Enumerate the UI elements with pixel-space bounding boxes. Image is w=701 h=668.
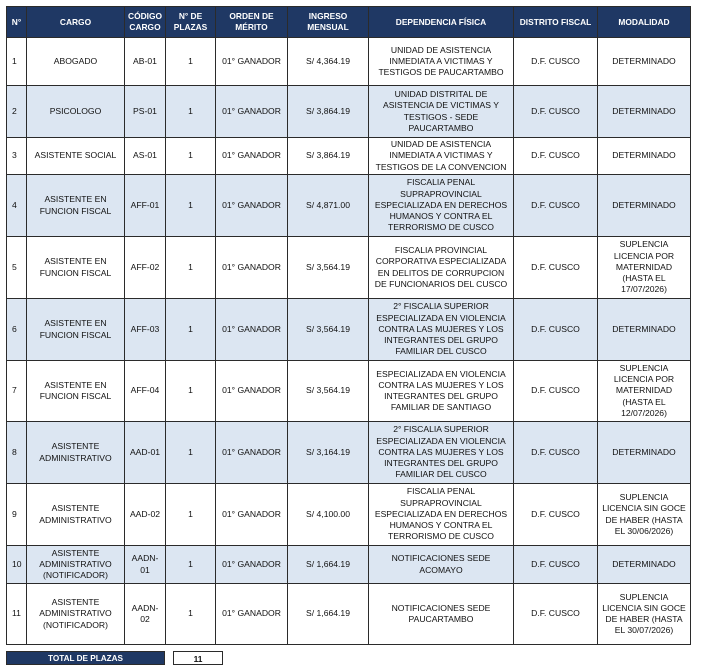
cell-distrito: D.F. CUSCO bbox=[514, 546, 598, 584]
cell-plazas: 1 bbox=[166, 361, 216, 422]
cell-modalidad: DETERMINADO bbox=[598, 175, 691, 237]
table-row bbox=[7, 138, 691, 175]
cell-plazas: 1 bbox=[166, 38, 216, 86]
cell-ingreso: S/ 4,871.00 bbox=[288, 175, 369, 237]
cell-num: 4 bbox=[7, 175, 27, 237]
cell-codigo: AADN-01 bbox=[125, 546, 166, 584]
cell-codigo: AADN-02 bbox=[125, 584, 166, 645]
cell-orden: 01° GANADOR bbox=[216, 138, 288, 175]
cell-dependencia: FISCALIA PENAL SUPRAPROVINCIAL ESPECIALIZADA EN DERECHOS HUMANOS Y CONTRA EL TERRORISMO DE CUSCO bbox=[369, 175, 514, 237]
cell-cargo: ASISTENTE EN FUNCION FISCAL bbox=[27, 175, 125, 237]
header-ingreso: INGRESO MENSUAL bbox=[288, 7, 369, 38]
table-row bbox=[7, 422, 691, 484]
header-row bbox=[7, 7, 691, 38]
cell-dependencia: UNIDAD DE ASISTENCIA INMEDIATA A VICTIMAS Y TESTIGOS DE PAUCARTAMBO bbox=[369, 38, 514, 86]
cell-cargo: ASISTENTE SOCIAL bbox=[27, 138, 125, 175]
cell-distrito: D.F. CUSCO bbox=[514, 86, 598, 138]
cell-cargo: ASISTENTE EN FUNCION FISCAL bbox=[27, 299, 125, 361]
cell-distrito: D.F. CUSCO bbox=[514, 237, 598, 299]
cell-modalidad: DETERMINADO bbox=[598, 138, 691, 175]
cell-ingreso: S/ 4,100.00 bbox=[288, 484, 369, 546]
cell-ingreso: S/ 3,864.19 bbox=[288, 138, 369, 175]
cell-ingreso: S/ 1,664.19 bbox=[288, 546, 369, 584]
cell-plazas: 1 bbox=[166, 584, 216, 645]
table-row bbox=[7, 546, 691, 584]
cell-num: 3 bbox=[7, 138, 27, 175]
cell-distrito: D.F. CUSCO bbox=[514, 484, 598, 546]
cell-cargo: ABOGADO bbox=[27, 38, 125, 86]
cell-plazas: 1 bbox=[166, 175, 216, 237]
cell-codigo: AFF-03 bbox=[125, 299, 166, 361]
cell-ingreso: S/ 3,564.19 bbox=[288, 299, 369, 361]
cell-cargo: ASISTENTE ADMINISTRATIVO bbox=[27, 484, 125, 546]
table-row bbox=[7, 86, 691, 138]
cell-num: 11 bbox=[7, 584, 27, 645]
cell-cargo: ASISTENTE EN FUNCION FISCAL bbox=[27, 237, 125, 299]
table-row bbox=[7, 237, 691, 299]
cell-codigo: PS-01 bbox=[125, 86, 166, 138]
cell-num: 8 bbox=[7, 422, 27, 484]
cell-plazas: 1 bbox=[166, 422, 216, 484]
table-row bbox=[7, 484, 691, 546]
cell-plazas: 1 bbox=[166, 138, 216, 175]
table-row bbox=[7, 299, 691, 361]
cell-num: 9 bbox=[7, 484, 27, 546]
table-row bbox=[7, 361, 691, 422]
cell-dependencia: ESPECIALIZADA EN VIOLENCIA CONTRA LAS MUJERES Y LOS INTEGRANTES DEL GRUPO FAMILIAR DE SANTIAGO bbox=[369, 361, 514, 422]
header-cargo: CARGO bbox=[27, 7, 125, 38]
cell-ingreso: S/ 3,164.19 bbox=[288, 422, 369, 484]
cell-orden: 01° GANADOR bbox=[216, 584, 288, 645]
cell-codigo: AAD-02 bbox=[125, 484, 166, 546]
header-codigo: CÓDIGO CARGO bbox=[125, 7, 166, 38]
header-modalidad: MODALIDAD bbox=[598, 7, 691, 38]
cell-codigo: AFF-01 bbox=[125, 175, 166, 237]
header-plazas: N° DE PLAZAS bbox=[166, 7, 216, 38]
cell-cargo: PSICOLOGO bbox=[27, 86, 125, 138]
cell-modalidad: DETERMINADO bbox=[598, 299, 691, 361]
cell-orden: 01° GANADOR bbox=[216, 86, 288, 138]
cell-num: 2 bbox=[7, 86, 27, 138]
cell-orden: 01° GANADOR bbox=[216, 484, 288, 546]
cell-plazas: 1 bbox=[166, 546, 216, 584]
cell-modalidad: DETERMINADO bbox=[598, 546, 691, 584]
cell-ingreso: S/ 4,364.19 bbox=[288, 38, 369, 86]
total-label: TOTAL DE PLAZAS bbox=[6, 651, 165, 665]
cell-num: 7 bbox=[7, 361, 27, 422]
header-distrito: DISTRITO FISCAL bbox=[514, 7, 598, 38]
table-row bbox=[7, 175, 691, 237]
cell-dependencia: NOTIFICACIONES SEDE PAUCARTAMBO bbox=[369, 584, 514, 645]
cell-distrito: D.F. CUSCO bbox=[514, 38, 598, 86]
cell-num: 1 bbox=[7, 38, 27, 86]
cell-dependencia: UNIDAD DISTRITAL DE ASISTENCIA DE VICTIMAS Y TESTIGOS - SEDE PAUCARTAMBO bbox=[369, 86, 514, 138]
cell-orden: 01° GANADOR bbox=[216, 299, 288, 361]
cell-orden: 01° GANADOR bbox=[216, 237, 288, 299]
cell-plazas: 1 bbox=[166, 484, 216, 546]
cell-distrito: D.F. CUSCO bbox=[514, 299, 598, 361]
cell-cargo: ASISTENTE EN FUNCION FISCAL bbox=[27, 361, 125, 422]
cell-dependencia: 2° FISCALIA SUPERIOR ESPECIALIZADA EN VIOLENCIA CONTRA LAS MUJERES Y LOS INTEGRANTES DEL GRUPO FAMILIAR DEL CUSCO bbox=[369, 422, 514, 484]
cell-dependencia: FISCALIA PROVINCIAL CORPORATIVA ESPECIALIZADA EN DELITOS DE CORRUPCION DE FUNCIONARIOS DEL CUSCO bbox=[369, 237, 514, 299]
cell-ingreso: S/ 3,864.19 bbox=[288, 86, 369, 138]
cell-modalidad: DETERMINADO bbox=[598, 86, 691, 138]
cell-orden: 01° GANADOR bbox=[216, 546, 288, 584]
cell-orden: 01° GANADOR bbox=[216, 38, 288, 86]
cell-distrito: D.F. CUSCO bbox=[514, 584, 598, 645]
table-row bbox=[7, 584, 691, 645]
cell-orden: 01° GANADOR bbox=[216, 175, 288, 237]
cell-modalidad: SUPLENCIA LICENCIA SIN GOCE DE HABER (HASTA EL 30/06/2026) bbox=[598, 484, 691, 546]
cell-distrito: D.F. CUSCO bbox=[514, 175, 598, 237]
cell-modalidad: SUPLENCIA LICENCIA POR MATERNIDAD (HASTA EL 17/07/2026) bbox=[598, 237, 691, 299]
cell-orden: 01° GANADOR bbox=[216, 361, 288, 422]
cell-ingreso: S/ 1,664.19 bbox=[288, 584, 369, 645]
cell-cargo: ASISTENTE ADMINISTRATIVO (NOTIFICADOR) bbox=[27, 546, 125, 584]
cell-num: 5 bbox=[7, 237, 27, 299]
cell-orden: 01° GANADOR bbox=[216, 422, 288, 484]
cell-codigo: AB-01 bbox=[125, 38, 166, 86]
cell-codigo: AFF-04 bbox=[125, 361, 166, 422]
cell-dependencia: FISCALIA PENAL SUPRAPROVINCIAL ESPECIALIZADA EN DERECHOS HUMANOS Y CONTRA EL TERRORISMO DE CUSCO bbox=[369, 484, 514, 546]
cell-modalidad: SUPLENCIA LICENCIA SIN GOCE DE HABER (HASTA EL 30/07/2026) bbox=[598, 584, 691, 645]
total-row bbox=[6, 651, 223, 665]
cell-codigo: AS-01 bbox=[125, 138, 166, 175]
total-spacer bbox=[165, 651, 173, 665]
cell-modalidad: DETERMINADO bbox=[598, 422, 691, 484]
total-value: 11 bbox=[173, 651, 223, 665]
cell-plazas: 1 bbox=[166, 237, 216, 299]
cell-dependencia: UNIDAD DE ASISTENCIA INMEDIATA A VICTIMAS Y TESTIGOS DE LA CONVENCION bbox=[369, 138, 514, 175]
cell-ingreso: S/ 3,564.19 bbox=[288, 361, 369, 422]
cell-modalidad: SUPLENCIA LICENCIA POR MATERNIDAD (HASTA EL 12/07/2026) bbox=[598, 361, 691, 422]
cell-distrito: D.F. CUSCO bbox=[514, 138, 598, 175]
header-orden: ORDEN DE MÉRITO bbox=[216, 7, 288, 38]
cell-ingreso: S/ 3,564.19 bbox=[288, 237, 369, 299]
cell-plazas: 1 bbox=[166, 86, 216, 138]
cell-cargo: ASISTENTE ADMINISTRATIVO (NOTIFICADOR) bbox=[27, 584, 125, 645]
cell-codigo: AFF-02 bbox=[125, 237, 166, 299]
plazas-table bbox=[6, 6, 691, 645]
cell-num: 10 bbox=[7, 546, 27, 584]
cell-distrito: D.F. CUSCO bbox=[514, 361, 598, 422]
cell-dependencia: 2° FISCALIA SUPERIOR ESPECIALIZADA EN VIOLENCIA CONTRA LAS MUJERES Y LOS INTEGRANTES DEL GRUPO FAMILIAR DEL CUSCO bbox=[369, 299, 514, 361]
cell-distrito: D.F. CUSCO bbox=[514, 422, 598, 484]
header-dependencia: DEPENDENCIA FÍSICA bbox=[369, 7, 514, 38]
cell-dependencia: NOTIFICACIONES SEDE ACOMAYO bbox=[369, 546, 514, 584]
header-num: N° bbox=[7, 7, 27, 38]
table-row bbox=[7, 38, 691, 86]
cell-plazas: 1 bbox=[166, 299, 216, 361]
cell-cargo: ASISTENTE ADMINISTRATIVO bbox=[27, 422, 125, 484]
cell-codigo: AAD-01 bbox=[125, 422, 166, 484]
cell-num: 6 bbox=[7, 299, 27, 361]
cell-modalidad: DETERMINADO bbox=[598, 38, 691, 86]
